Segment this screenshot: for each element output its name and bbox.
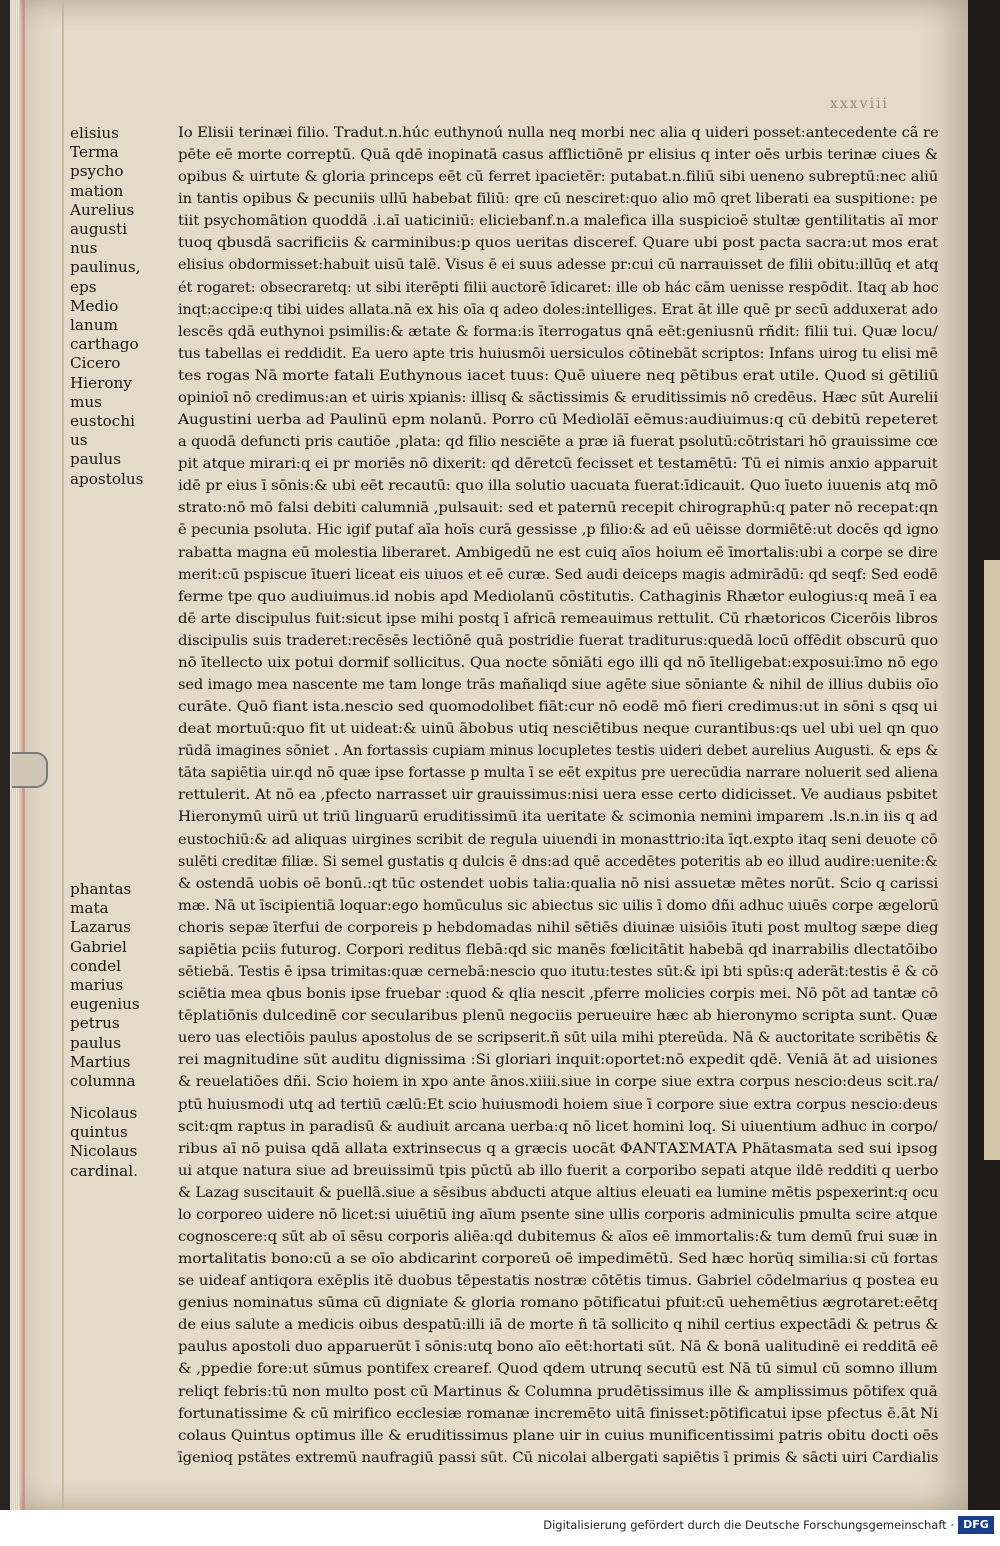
margin-note: apostolus: [70, 469, 144, 488]
margin-note: Cicero: [70, 354, 121, 373]
margin-note: eps: [70, 277, 97, 296]
dfg-logo[interactable]: DFG: [958, 1516, 994, 1534]
metal-clip: [12, 752, 48, 788]
text-line: de eius salute a medicis oibus despatū:illi iā de morte ñ tā sollicito q nihil certius expectādi & petrus &: [178, 1317, 939, 1334]
text-line: lescēs qdā euthynoi psimilis:& ætate & forma:is īterrogatus qnā eēt:geniusnū rñdit: filii tui. Quæ locu/: [178, 323, 938, 340]
text-line: sciētia mea qbus bonis ipse fruebar :quod & qlia nescit ,pferre molicies corpis mei. Nō pōt ad tantæ cō: [178, 986, 938, 1003]
text-line: uero uas electiōis paulus apostolus de se scripserit.ñ sūt uila mihi ptereūda. Nā & auctoritate scribētis &: [178, 1030, 939, 1047]
margin-note: Medio: [70, 296, 119, 315]
margin-note: augusti: [70, 220, 128, 238]
text-line: reliqt febris:tū non multo post cū Martinus & Columna prudētissimus ille & amplissimus pōtifex quā: [178, 1383, 938, 1400]
facing-page-strip: [984, 560, 1000, 1160]
text-line: discipulis suis traderet:recēsēs lectiōnē quā postridie fuerat traditurus:quedā locū offēdit obscurū quo: [178, 632, 939, 649]
text-line: & reuelatiōes dñi. Scio hoiem in xpo ante ānos.xiiii.siue in corpe siue extra corpus nescio:deus scit.ra/: [178, 1074, 939, 1091]
text-line: pēte eē morte correptū. Quā qdē inopinatā casus afflictiōnē pr elisius q inter oēs urbis terinæ ciues &: [178, 147, 938, 164]
page-fold-line: [62, 0, 64, 1510]
text-line: scit:qm raptus in paradisū & audiuit arcana uerba:q nō licet homini loq. Si uiuentium adhuc in corpo/: [178, 1118, 938, 1135]
text-line: inqt:accipe:q tibi uides allata.nā ex his oīa q adeo doles:intelliges. Erat āt ille quē pr secū adduxerat ado: [178, 301, 938, 318]
text-line: lo corporeo uidere nō licet:si uiuētiū ing aīum psente sine ullis corporis adminiculis pmulta scire atque: [178, 1206, 938, 1223]
margin-note: lanum: [70, 316, 118, 334]
text-line: tuoq qbusdā sacrificiis & carminibus:p quos ueritas disceref. Quare ubi post pacta sacra:ut mos erat: [178, 235, 939, 252]
text-line: nō ītellecto uix potui dormif sollicitus. Qua nocte sōniāti ego illi qd nō ītelligebat:exposui:īmo nō ego: [178, 654, 939, 671]
text-line: ui atque natura siue ad breuissimū tpis pūctū ab illo fuerit a corporibo sepati atque ildē redditi q uerbo: [178, 1162, 939, 1179]
text-line: rei magnitudine sūt auditu dignissima :Si gloriari inquit:oportet:nō expedit qdē. Veniā āt ad uisiones: [178, 1052, 938, 1069]
margin-note: eugenius: [70, 995, 140, 1014]
text-line: a quodā defuncti pris cautiōe ,plata: qd filio nesciēte a præ iā fuerat psolutū:cōtristari hō grauissime cœ: [178, 434, 938, 451]
text-line: strato:nō mō falsi debiti calumniā ,pulsauit: sed et paternū recepit chirographū:q pater nō recepat:qn: [178, 500, 938, 517]
margin-note: Terma: [70, 143, 119, 162]
margin-note: eustochi: [70, 412, 135, 430]
margin-note: Hierony: [70, 373, 132, 392]
margin-note: Lazarus: [70, 918, 132, 937]
text-line: cognoscere:q sūt ab oī sēsu corporis aliēa:qd dubitemus & aīos eē immortalis:& tum demū frui suæ in: [178, 1229, 938, 1245]
margin-note: phantas: [70, 880, 132, 898]
margin-note: paulus: [70, 1033, 121, 1052]
text-line: ē pecunia psoluta. Hic igif putaf aīa hoīs curā gessisse ,p filio:& ad eū uēisse dormiētē:ut docēs qd igno: [178, 522, 939, 539]
margin-note: Martius: [70, 1052, 131, 1071]
margin-note: paulus: [70, 450, 121, 469]
margin-note: elisius: [70, 124, 119, 142]
text-line: & ostendā uobis oē bonū.:qt tūc ostendet uobis talia:qualia nō nisi assuetæ mētes norūt. Scio q carissi: [178, 875, 939, 892]
text-line: īgenioq pstātes extremū naufragiū passi sūt. Cū nicolai albergati sapiētis ī primis & sācti uiri Cardialis: [178, 1449, 939, 1466]
folio-header: xxxviii: [830, 96, 890, 112]
text-line: merit:cū pspiscue ītueri liceat eis uiuos et eē curæ. Sed audi deiceps magis admirādū: qd seqf: Sed eodē: [178, 566, 938, 583]
text-line: rūdā imagines sōniet . An fortassis cupiam minus locupletes testis uideri debet aurelius Augusti. & eps &: [178, 743, 939, 760]
text-line: mæ. Nā ut īscipientiā loquar:ego homūculus sic abiectus sic uilis ī domo dñi adhuc uiuēs corpe ægelorū: [178, 897, 939, 914]
text-line: sed imago mea nascente me tam longe trās mañaliqd siue agēte siue sōniante & nihil de illius dubiis oīo: [178, 677, 939, 693]
text-line: & ,ppedie fore:ut sūmus pontifex crearef. Quod qdem utrunq secutū est Nā tū simul cū somno illum: [178, 1361, 938, 1378]
text-line: genius nominatus sūma cū digniate & gloria romano pōtificatui pfuit:cū uehemētius ægrotaret:eētq: [178, 1295, 938, 1312]
text-line: Hieronymū uirū ut triū linguarū eruditissimū ita ueritate & scimonia nemini imparem .ls.n.in iis q ad: [178, 809, 938, 826]
text-line: paulus apostoli duo apparuerūt ī sōnis:utq bono aīo eēt:hortati sūt. Nā & bonā ualitudinē ei redditā eē: [178, 1339, 939, 1356]
text-line: tiit psychomātion quoddā .i.aī uaticiniū: eliciebanf.n.a malefica illa suspicioē stultæ gentilitatis aī mor: [178, 213, 938, 230]
margin-note: Gabriel: [70, 937, 127, 956]
margin-note: nus: [70, 239, 98, 258]
margin-note: mation: [70, 181, 124, 200]
text-line: & Lazag suscitauit & puellā.siue a sēsibus abducti atque altius eleuati ea lumine mētis pspexerint:q ocu: [178, 1184, 939, 1201]
margin-note: columna: [70, 1072, 136, 1090]
text-line: eustochiū:& ad aliquas uirgines scribit de regula uiuendi in monasttrio:ita īqt.expto itaq seni deuote cō: [178, 831, 938, 848]
text-line: elisius obdormisset:habuit uisū talē. Visus ē ei suus adesse pr:cui cū narrauisset de filii obitu:illūq et atq: [178, 257, 939, 274]
margin-note: mus: [70, 392, 102, 411]
text-line: in tantis opibus & pecuniis ullū habebat filiū: qre cū nesciret:quo alio mō qret liberati ea suspitione: pe: [178, 191, 938, 208]
text-line: mortalitatis bono:cū a se oīo abdicarint corporeū oē impedimētū. Sed hæc horūq similia:si cū fortas: [178, 1251, 938, 1268]
text-line: Io Elisii terinæi filio. Tradut.n.húc euthynoú nulla neq morbi nec alia q uideri posset:antecedente cã re: [178, 125, 939, 141]
margin-note: condel: [70, 956, 121, 975]
text-line: ptū huiusmodi utq ad tertiū cælū:Et scio huiusmodi hoiem siue ī corpore siue extra corpus nescio:deus: [178, 1096, 938, 1113]
text-line: sulēti creditæ filiæ. Si semel gustatis q dulcis ē dns:ad quē accedētes poteritis ab eo illud audire:uenite:&: [178, 853, 938, 870]
text-line: se uideaf antiqora exēplis itē duobus tēpestatis nostræ cōtētis timus. Gabriel cōdelmarius q postea eu: [178, 1273, 939, 1290]
text-line: ferme tpe quo audiuimus.id nobis apd Mediolanū cōstitutis. Cathaginis Rhætor eulogius:q meā ī ea: [178, 588, 938, 605]
text-line: tus tabellas ei reddidit. Ea uero apte tris huiusmōi uersiculos cōtinebāt scriptos: Infans uirog tu elisi mē: [178, 345, 938, 362]
text-line: choris sepæ īterfui de corporeis p hebdomadas nihil sētiēs diuinæ uisiōis ītuti post multog sæpe dieg: [178, 919, 939, 936]
text-line: ribus aī nō puisa qdā allata extrinsecus q a græcis uocāt ΦΑΝΤΑΣΜΑΤΑ Phātasmata sed sui ipsog: [178, 1140, 938, 1157]
margin-note: Nicolaus: [70, 1104, 138, 1122]
text-line: tāta sapiētia uir.qd nō quæ ipse fortasse p multa ī se eēt expitus pre uerecūdia narrare noluerit sed aliena: [178, 765, 939, 782]
margin-note: cardinal.: [70, 1161, 138, 1180]
text-line: opinioī nō credimus:an et uiris xpianis: illisq & sāctissimis & eruditissimis nō credēus. Hæc sūt Aurelii: [178, 389, 939, 406]
footer-credit[interactable]: Digitalisierung gefördert durch die Deutsche Forschungsgemeinschaft ·: [543, 1518, 954, 1532]
text-line: sapiētia pciis futurog. Corpori reditus flebā:qd sic manēs fœlicitātit habebā qd inarrabilis dlectatōibo: [178, 941, 938, 958]
margin-note: Aurelius: [70, 200, 135, 219]
text-line: ét rogaret: obsecraretq: ut sibi iterēpti filii auctorē īdicaret: ille ob hác cām uenisse respōdit. Itaq ab hoc: [178, 279, 939, 296]
text-line: tes rogas Nā morte fatali Euthynous iacet tuus: Quē uiuere neq pētibus erat utile. Quod si gētiliū: [178, 367, 939, 384]
text-line: pit atque mirari:q ei pr moriēs nō dixerit: qd dēretcū fecisset et testamētū: Tū ei nimis anxio apparuit: [178, 456, 938, 473]
text-line: rabatta magna eū molestia liberaret. Ambigedū ne est cuiq aīos hoium eē īmortalis:ubi a corpe se dire: [178, 544, 938, 561]
margin-note: carthago: [70, 335, 139, 354]
text-line: deat mortuū:quo fit ut uideat:& uinū ābobus utiq nesciētibus neque curantibus:qs uel ubi uel qn quo: [178, 721, 939, 738]
text-line: dē arte discipulus fuit:sicut ipse mihi postq ī africā remeauimus rettulit. Cū rhætoricos Cicerōis libros: [178, 610, 938, 627]
text-line: Augustini uerba ad Paulinū epm nolanū. Porro cū Mediolāī eēmus:audiuimus:q cū debitū repeteret: [178, 412, 938, 429]
text-line: opibus & uirtute & gloria princeps eēt cū ferret ipacietēr: putabat.n.filiū sibi ueneno subreptū:nec aliū: [178, 169, 939, 186]
text-line: rettulerit. At nō ea ,pfecto narrasset uir grauissimus:nisi uera esse certo didicisset. Ve audiaus psbitet: [178, 787, 938, 804]
text-line: fortunatissime & cū mirifico ecclesiæ romanæ incremēto uitā finisset:pōtificatui ipse pfectus ē.āt Ni: [178, 1405, 939, 1422]
margin-note: paulinus,: [70, 258, 141, 277]
text-line: colaus Quintus optimus ille & eruditissimus plane uir in cuius munificentissimi patris obitu docti oēs: [178, 1427, 939, 1444]
margin-note: marius: [70, 976, 124, 994]
text-line: sētiebā. Testis ē ipsa trimitas:quæ cernebā:nescio quo itutu:testes sūt:& ipi bti spūs:q aderāt:testis ē & cō: [178, 964, 939, 981]
margin-note: Nicolaus: [70, 1142, 138, 1161]
text-line: tēplatiōnis dulcedinē cor secularibus plenū negociis perueuire hæc ab hieronymo scripta sunt. Quæ: [178, 1008, 938, 1025]
margin-note: mata: [70, 899, 109, 918]
margin-note: us: [70, 431, 88, 450]
margin-note: psycho: [70, 162, 124, 181]
text-line: idē pr eius ī sōnis:& ubi eēt recautū: quo illa solutio uacuata fuerat:īdicauit. Quo īueto iuuenis atq mō: [178, 478, 938, 495]
margin-note: petrus: [70, 1014, 120, 1033]
text-line: curāte. Quō fiant ista.nescio sed quomodolibet fiāt:cur nō eodē mō fieri credimus:ut in sōni s qsq ui: [178, 699, 938, 716]
margin-note: quintus: [70, 1123, 128, 1142]
